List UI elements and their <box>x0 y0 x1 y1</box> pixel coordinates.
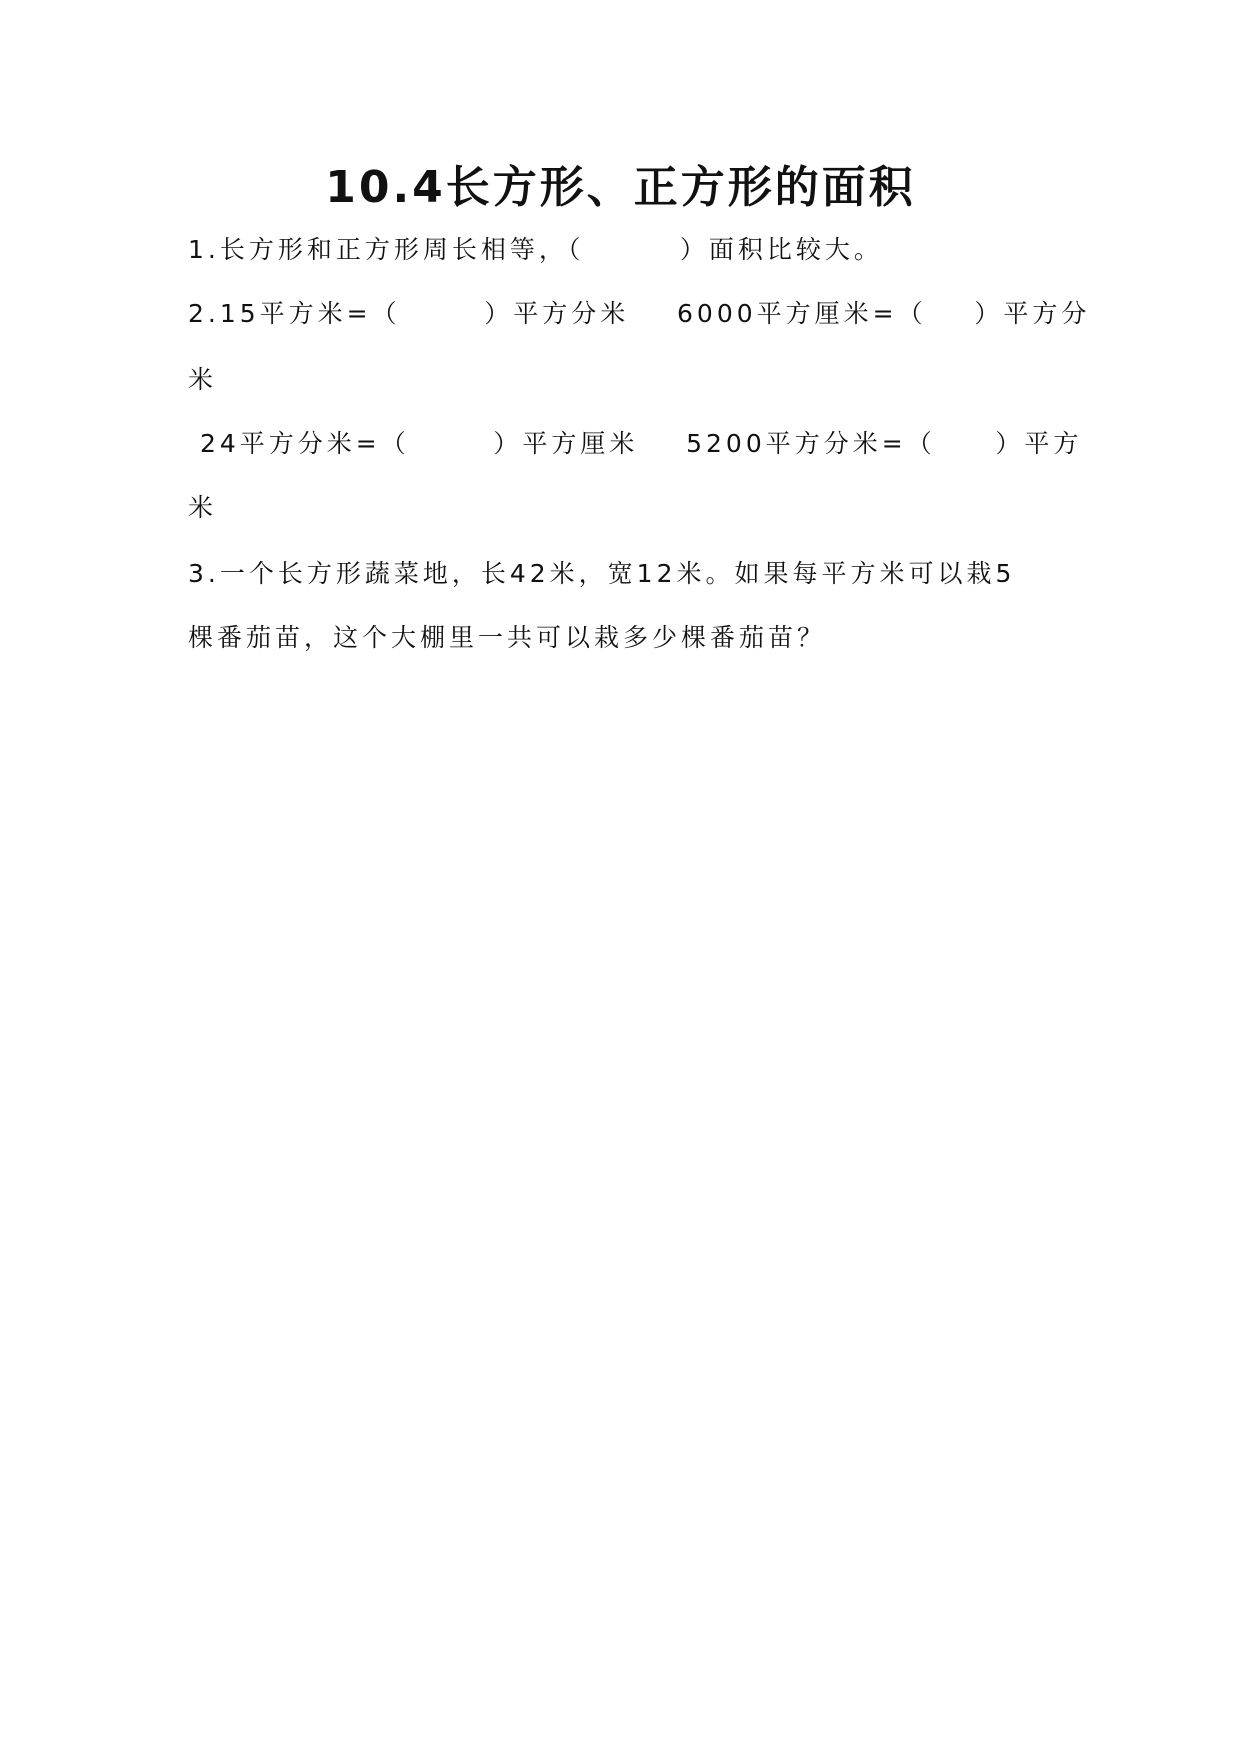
worksheet-title: 10.4长方形、正方形的面积 <box>325 162 916 213</box>
question-3-line-2: 棵番茄苗，这个大棚里一共可以栽多少棵番茄苗？ <box>188 623 827 652</box>
question-2-line-1: 2.15平方米=（ ）平方分米 6000平方厘米=（ ）平方分 <box>188 299 1091 328</box>
question-2-line-4: 米 <box>188 493 218 522</box>
question-2-line-2: 米 <box>188 365 218 394</box>
question-3-line-1: 3.一个长方形蔬菜地，长42米，宽12米。如果每平方米可以栽5 <box>188 559 1016 588</box>
question-2-line-3: 24平方分米=（ ）平方厘米 5200平方分米=（ ）平方 <box>188 429 1083 458</box>
question-1: 1.长方形和正方形周长相等，（ ）面积比较大。 <box>188 235 883 264</box>
